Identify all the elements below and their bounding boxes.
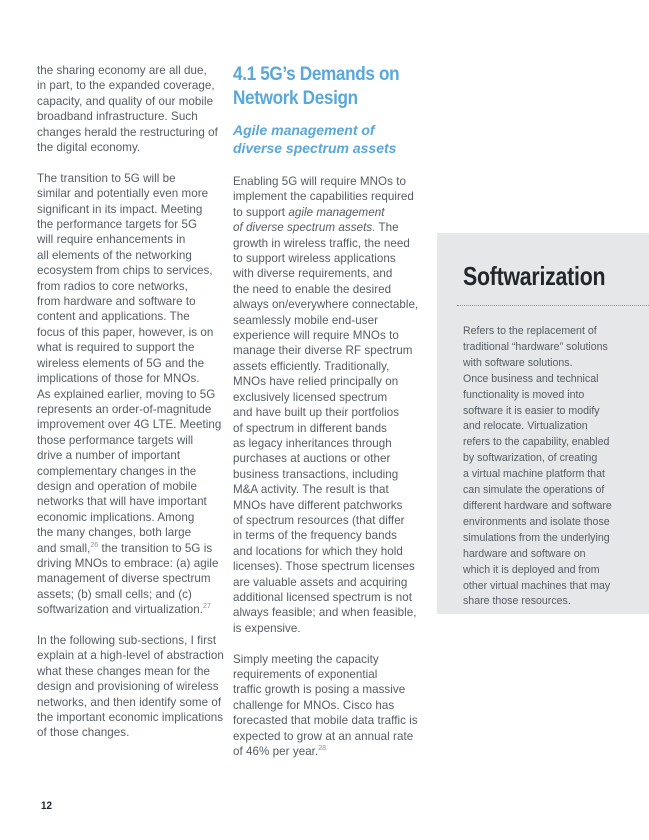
text-line: focus of this paper, however, is on bbox=[37, 325, 214, 339]
text-line: design and operation of mobile bbox=[37, 479, 198, 493]
sidebar-line: other virtual machines that may bbox=[463, 579, 611, 592]
text-line: the digital economy. bbox=[37, 141, 141, 155]
footnote-ref: 28 bbox=[318, 745, 327, 753]
text-line: similar and potentially even more bbox=[37, 187, 209, 201]
text-line: seamlessly mobile end-user bbox=[233, 313, 378, 327]
text-line: design and provisioning of wireless bbox=[37, 680, 219, 694]
text-line: As explained earlier, moving to 5G bbox=[37, 387, 216, 401]
text-line: In the following sub-sections, I first bbox=[37, 634, 217, 647]
text-line bbox=[233, 205, 423, 220]
sidebar-line: different hardware and software bbox=[463, 499, 612, 512]
text-line: driving MNOs to embrace: (a) agile bbox=[37, 556, 219, 570]
sidebar-line: software it is easier to modify bbox=[463, 404, 600, 417]
footnote-ref: 27 bbox=[203, 603, 211, 611]
middle-para-1 bbox=[233, 174, 423, 636]
section-heading-line: Network Design bbox=[233, 87, 358, 109]
text-line: assets; (b) small cells; and (c) bbox=[37, 587, 192, 601]
text-line: significant in its impact. Meeting bbox=[37, 202, 203, 216]
text-line: as legacy inheritances through bbox=[233, 436, 392, 450]
text-line: of spectrum in different bands bbox=[233, 421, 388, 435]
text-line: always feasible; and when feasible, bbox=[233, 606, 417, 620]
sidebar-line: traditional “hardware” solutions bbox=[463, 340, 608, 353]
text-line: growth in wireless traffic, the need bbox=[233, 236, 410, 250]
text-line: and have built up their portfolios bbox=[233, 406, 400, 420]
sidebar-title: Softwarization bbox=[463, 261, 606, 291]
sidebar-line: and relocate. Virtualization bbox=[463, 420, 588, 433]
text-line: the need to enable the desired bbox=[233, 282, 392, 296]
text-line: MNOs have different patchworks bbox=[233, 498, 403, 512]
text-line: with diverse requirements, and bbox=[233, 267, 393, 281]
text-line: what these changes mean for the bbox=[37, 664, 210, 678]
text-line: business transactions, including bbox=[233, 467, 399, 481]
sidebar-line: share those resources. bbox=[463, 595, 571, 608]
text-span: and small, bbox=[37, 541, 91, 555]
text-line: represents an order-of-magnitude bbox=[37, 402, 212, 416]
text-line: exclusively licensed spectrum bbox=[233, 390, 388, 404]
sidebar-line: functionality is moved into bbox=[463, 388, 585, 401]
text-line: the many changes, both large bbox=[37, 526, 192, 540]
text-line: broadband infrastructure. Such bbox=[37, 110, 198, 124]
text-line: what is required to support the bbox=[37, 341, 195, 355]
text-line: and locations for which they hold bbox=[233, 544, 403, 558]
text-line: content and applications. The bbox=[37, 310, 190, 324]
text-line bbox=[37, 541, 222, 556]
text-line: licenses). Those spectrum licenses bbox=[233, 560, 415, 574]
text-line: assets efficiently. Traditionally, bbox=[233, 359, 390, 373]
text-line: implement the capabilities required bbox=[233, 190, 414, 204]
section-heading bbox=[233, 62, 400, 110]
text-line: from radios to core networks, bbox=[37, 279, 188, 293]
text-span: to support bbox=[233, 205, 289, 219]
sub-heading-line: diverse spectrum assets bbox=[233, 139, 397, 156]
text-line: drive a number of important bbox=[37, 449, 181, 463]
text-line: in part, to the expanded coverage, bbox=[37, 79, 215, 93]
text-line: expected to grow at an annual rate bbox=[233, 729, 414, 743]
sub-heading-line: Agile management of bbox=[233, 122, 375, 138]
text-line: will require enhancements in bbox=[37, 233, 186, 247]
text-span: the transition to 5G is bbox=[98, 541, 213, 555]
sidebar-line: which it is deployed and from bbox=[463, 563, 600, 576]
text-line: always on/everywhere connectable, bbox=[233, 298, 419, 312]
left-column bbox=[37, 63, 222, 741]
sidebar-line: Once business and technical bbox=[463, 372, 599, 385]
sub-heading bbox=[233, 122, 423, 157]
text-line: experience will require MNOs to bbox=[233, 329, 399, 343]
text-line: the performance targets for 5G bbox=[37, 218, 198, 232]
text-line: those performance targets will bbox=[37, 433, 194, 447]
sidebar-line: refers to the capability, enabled bbox=[463, 436, 610, 449]
left-para-1 bbox=[37, 63, 222, 155]
text-line: purchases at auctions or other bbox=[233, 452, 391, 466]
sidebar-body bbox=[463, 324, 643, 610]
text-line: of spectrum resources (that differ bbox=[233, 513, 405, 527]
text-line: challenge for MNOs. Cisco has bbox=[233, 698, 395, 712]
text-line: to support wireless applications bbox=[233, 252, 396, 266]
text-line: are valuable assets and acquiring bbox=[233, 575, 408, 589]
sidebar-line: hardware and software on bbox=[463, 547, 586, 560]
sidebar-line: can simulate the operations of bbox=[463, 484, 605, 497]
text-line: in terms of the frequency bands bbox=[233, 529, 397, 543]
emphasis-text: agile management bbox=[288, 205, 385, 219]
page-number: 12 bbox=[41, 800, 53, 812]
text-line: economic implications. Among bbox=[37, 510, 195, 524]
text-line: is expensive. bbox=[233, 621, 301, 635]
text-line: management of diverse spectrum bbox=[37, 572, 211, 586]
text-line: from hardware and software to bbox=[37, 295, 196, 309]
text-line bbox=[233, 220, 423, 235]
footnote-ref: 26 bbox=[90, 541, 99, 549]
text-line: explain at a high-level of abstraction bbox=[37, 649, 224, 663]
text-span: of 46% per year. bbox=[233, 745, 319, 759]
sidebar-line: environments and isolate those bbox=[463, 515, 610, 528]
text-line: implications of those for MNOs. bbox=[37, 372, 200, 386]
text-span: softwarization and virtualization. bbox=[37, 603, 204, 617]
emphasis-text: of diverse spectrum assets. bbox=[233, 221, 376, 235]
text-line: Simply meeting the capacity bbox=[233, 652, 379, 666]
sidebar-line: Refers to the replacement of bbox=[463, 325, 597, 337]
text-line: changes herald the restructuring of bbox=[37, 125, 218, 139]
text-line: ecosystem from chips to services, bbox=[37, 264, 213, 278]
text-line: networks, and then identify some of bbox=[37, 695, 222, 709]
sidebar-line: by softwarization, of creating bbox=[463, 452, 598, 465]
left-para-2 bbox=[37, 171, 222, 618]
text-line: requirements of exponential bbox=[233, 667, 378, 681]
text-line: improvement over 4G LTE. Meeting bbox=[37, 418, 222, 432]
text-line: networks that will have important bbox=[37, 495, 207, 509]
text-line: complementary changes in the bbox=[37, 464, 197, 478]
text-line: of those changes. bbox=[37, 726, 130, 740]
sidebar-line: simulations from the underlying bbox=[463, 531, 610, 544]
text-line bbox=[37, 602, 222, 617]
text-line: manage their diverse RF spectrum bbox=[233, 344, 413, 358]
text-line: the important economic implications bbox=[37, 711, 224, 725]
section-heading-line: 4.1 5G’s Demands on bbox=[233, 63, 400, 85]
text-line: additional licensed spectrum is not bbox=[233, 590, 412, 604]
dotted-divider bbox=[457, 305, 649, 306]
softwarization-sidebar bbox=[437, 233, 649, 614]
sidebar-line: a virtual machine platform that bbox=[463, 468, 605, 481]
text-line: M&A activity. The result is that bbox=[233, 483, 389, 497]
text-line: MNOs have relied principally on bbox=[233, 375, 399, 389]
text-line: all elements of the networking bbox=[37, 248, 192, 262]
text-line bbox=[233, 744, 423, 759]
text-line: capacity, and quality of our mobile bbox=[37, 94, 214, 108]
text-line: The transition to 5G will be bbox=[37, 171, 176, 185]
text-line: the sharing economy are all due, bbox=[37, 64, 207, 77]
text-line: Enabling 5G will require MNOs to bbox=[233, 175, 406, 188]
sidebar-line: with software solutions. bbox=[463, 356, 573, 369]
text-span: The bbox=[375, 221, 399, 235]
text-line: traffic growth is posing a massive bbox=[233, 683, 406, 697]
middle-para-2 bbox=[233, 652, 423, 760]
text-line: forecasted that mobile data traffic is bbox=[233, 714, 418, 728]
middle-column bbox=[233, 174, 423, 759]
left-para-3 bbox=[37, 633, 222, 741]
text-line: wireless elements of 5G and the bbox=[37, 356, 205, 370]
